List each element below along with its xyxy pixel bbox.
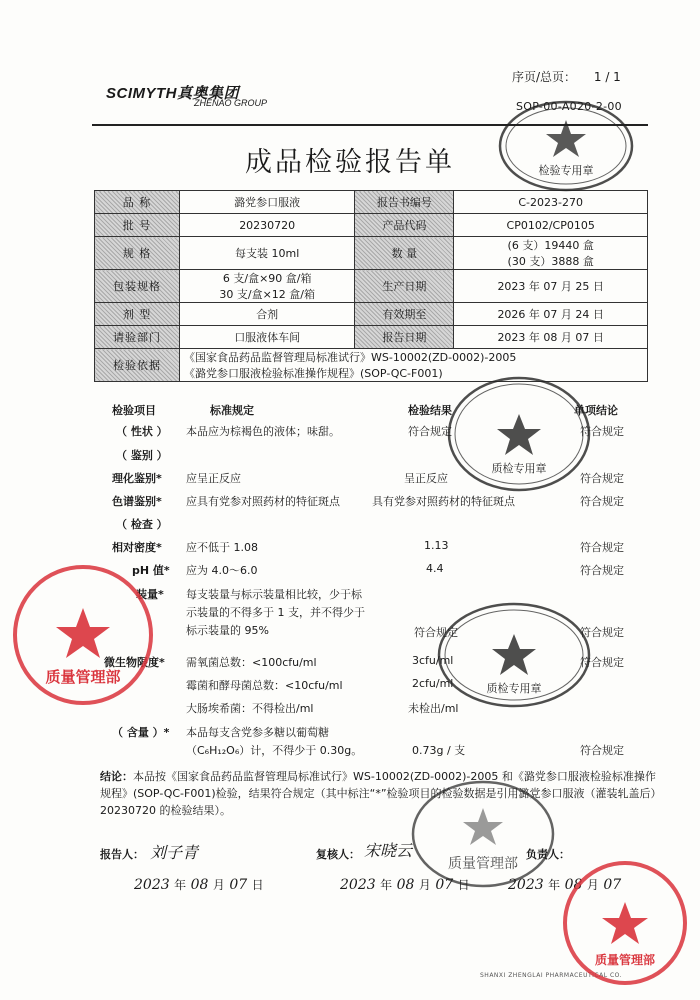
row-ph-standard: 应为 4.0～6.0: [186, 564, 258, 577]
row-sp-result: 具有党参对照药材的特征斑点: [372, 495, 515, 508]
reviewer-date-year: 2023: [340, 877, 376, 893]
row-ph-item: pH 值*: [132, 564, 170, 577]
results-header-standard: 标准规定: [210, 404, 254, 417]
row-sp-standard: 应具有党参对照药材的特征斑点: [186, 495, 340, 508]
stamp-lower-black-center: 质检专用章: [486, 682, 542, 695]
name-value: 潞党参口服液: [180, 191, 355, 214]
row-ph-conclusion: 符合规定: [580, 564, 624, 577]
info-table: [94, 190, 648, 382]
reviewer-date-ri: 日: [457, 878, 470, 892]
row-sp-item: 色谱鉴别*: [112, 495, 162, 508]
row-jc-item: （ 检查 ）: [116, 518, 168, 531]
row-ws-result-3: 未检出/ml: [408, 702, 459, 715]
row-zl-result: 符合规定: [414, 626, 458, 639]
row-lh-standard: 应呈正反应: [186, 472, 241, 485]
row-xz-standard: 本品应为棕褐色的液体；味甜。: [186, 425, 340, 438]
basis-value-2: 《潞党参口服液检验标准操作规程》(SOP-QC-F001): [184, 367, 443, 380]
code-value: CP0102/CP0105: [454, 214, 648, 237]
report-date-value: 2023 年 08 月 07 日: [454, 326, 648, 349]
reviewer-date-yue: 月: [418, 878, 431, 892]
conclusion-block: [100, 768, 660, 819]
batch-value: 20230720: [180, 214, 355, 237]
reviewer-label: 复核人：: [316, 848, 360, 861]
row-ws-standard-3: 大肠埃希菌：不得检出/ml: [186, 702, 314, 715]
page-number-label: 序页/总页：: [512, 70, 577, 84]
name-label: 品 称: [95, 191, 180, 214]
dept-value: 口服液体车间: [180, 326, 355, 349]
exp-label: 有效期至: [355, 303, 454, 326]
stamp-mid-black-center: 质检专用章: [491, 462, 547, 475]
row-hl-standard-2: （C₆H₁₂O₆）计，不得少于 0.30g。: [186, 744, 363, 757]
pack-value: [180, 270, 355, 303]
row-hl-conclusion: 符合规定: [580, 744, 624, 757]
reporter-date-ri: 日: [251, 878, 264, 892]
row-md-standard: 应不低于 1.08: [186, 541, 258, 554]
row-ws-result-2: 2cfu/ml: [412, 677, 454, 690]
qty-label: 数 量: [355, 237, 454, 270]
basis-label: 检验依据: [95, 349, 180, 382]
row-zl-conclusion: 符合规定: [580, 626, 624, 639]
approver-label: 负责人：: [526, 848, 570, 861]
row-ph-result: 4.4: [426, 562, 444, 575]
row-hl-standard-1: 本品每支含党参多糖以葡萄糖: [186, 726, 329, 739]
reporter-date-year: 2023: [134, 877, 170, 893]
report-date-label: 报告日期: [355, 326, 454, 349]
results-header-item: 检验项目: [112, 404, 156, 417]
pack-label: 包装规格: [95, 270, 180, 303]
stamp-left-red: [8, 560, 158, 710]
logo-text: SCIMYTH真奥集团: [106, 85, 240, 102]
footer-company: SHANXI ZHENGLAI PHARMACEUTICAL CO.: [480, 972, 623, 979]
row-sp-conclusion: 符合规定: [580, 495, 624, 508]
row-ws-conclusion: 符合规定: [580, 656, 624, 669]
pack-value-2: 30 支/盒×12 盒/箱: [219, 288, 315, 301]
form-value: 合剂: [180, 303, 355, 326]
reporter-signature: 刘子青: [150, 843, 199, 862]
mfg-label: 生产日期: [355, 270, 454, 303]
stamp-bottom-black-center: 质量管理部: [448, 856, 518, 872]
stamp-bottom-red: [560, 858, 690, 988]
approver-date-yue: 月: [586, 878, 599, 892]
reviewer-date-day: 07: [435, 877, 454, 893]
mfg-value: 2023 年 07 月 25 日: [454, 270, 648, 303]
reviewer-signature: 宋晓云: [364, 841, 413, 860]
approver-date-nian: 年: [548, 878, 561, 892]
approver-date-year: 2023: [508, 877, 544, 893]
reviewer-date-month: 08: [396, 877, 415, 893]
conclusion-text: 本品按《国家食品药品监督管理局标准试行》WS-10002(ZD-0002)-2005 和《潞党参口服液检验标准操作规程》(SOP-QC-F001)检验，结果符合规定（其中标注“*”检验项目的检验数据是引用潞党参口服液（灌装轧盖后）20230720 的检验结果）。: [100, 770, 657, 817]
page-title: 成品检验报告单: [245, 147, 455, 178]
row-zl-standard-1: 每支装量与标示装量相比较，少于标: [186, 588, 362, 601]
stamp-bottom-red-center: 质量管理部: [594, 953, 656, 967]
row-jb-item: （ 鉴别 ）: [116, 449, 168, 462]
exp-value: 2026 年 07 月 24 日: [454, 303, 648, 326]
code-label: 产品代码: [355, 214, 454, 237]
row-md-result: 1.13: [424, 539, 449, 552]
row-hl-result: 0.73g / 支: [412, 744, 466, 757]
row-md-conclusion: 符合规定: [580, 541, 624, 554]
report-no-label: 报告书编号: [355, 191, 454, 214]
qty-value: [454, 237, 648, 270]
results-header-result: 检验结果: [408, 404, 452, 417]
row-ws-result-1: 3cfu/ml: [412, 654, 454, 667]
reporter-label: 报告人：: [100, 848, 144, 861]
row-ws-standard-1: 需氧菌总数：<100cfu/ml: [186, 656, 317, 669]
qty-value-1: (6 支）19440 盒: [507, 239, 594, 252]
batch-label: 批 号: [95, 214, 180, 237]
conclusion-label: 结论：: [100, 770, 133, 783]
stamp-lower-black: [434, 600, 594, 710]
row-xz-result: 符合规定: [408, 425, 452, 438]
stamp-mid-black: [444, 374, 594, 494]
stamp-top-black-center: 检验专用章: [538, 164, 594, 177]
row-xz-item: （ 性状 ）: [116, 425, 168, 438]
reporter-date-month: 08: [190, 877, 209, 893]
row-zl-item: 装量*: [136, 588, 164, 601]
dept-label: 请验部门: [95, 326, 180, 349]
results-header-conclusion: 单项结论: [574, 404, 618, 417]
form-label: 剂 型: [95, 303, 180, 326]
row-hl-item: （ 含量 ）*: [112, 726, 170, 739]
reporter-date-nian: 年: [174, 878, 187, 892]
row-lh-result: 呈正反应: [404, 472, 448, 485]
spec-label: 规 格: [95, 237, 180, 270]
stamp-bottom-black: [408, 778, 561, 892]
reporter-date-yue: 月: [212, 878, 225, 892]
stamp-top-black: [496, 98, 636, 194]
stamp-left-red-center: 质量管理部: [45, 668, 121, 686]
approver-date-month: 08: [564, 877, 583, 893]
reviewer-date-nian: 年: [380, 878, 393, 892]
logo-subtext: ZHENAO GROUP: [194, 98, 268, 108]
row-zl-standard-2: 示装量的不得多于 1 支，并不得少于: [186, 606, 365, 619]
row-zl-standard-3: 标示装量的 95%: [186, 624, 269, 637]
row-xz-conclusion: 符合规定: [580, 425, 624, 438]
row-ws-standard-2: 霉菌和酵母菌总数：<10cfu/ml: [186, 679, 343, 692]
report-no-value: C-2023-270: [454, 191, 648, 214]
pack-value-1: 6 支/盒×90 盒/箱: [222, 272, 312, 285]
document-code: SOP-00-A020-2-00: [516, 100, 622, 113]
reporter-date-day: 07: [229, 877, 248, 893]
row-lh-conclusion: 符合规定: [580, 472, 624, 485]
spec-value: 每支装 10ml: [180, 237, 355, 270]
approver-date-day: 07: [603, 877, 622, 893]
page-number-value: 1 / 1: [593, 70, 621, 84]
page-number: [512, 68, 621, 85]
row-ws-item: 微生物限度*: [104, 656, 165, 669]
reporter-date: [134, 876, 264, 893]
basis-value-1: 《国家食品药品监督管理局标准试行》WS-10002(ZD-0002)-2005: [184, 351, 517, 364]
row-md-item: 相对密度*: [112, 541, 162, 554]
company-logo: [106, 82, 268, 108]
qty-value-2: (30 支）3888 盒: [507, 255, 594, 268]
row-lh-item: 理化鉴别*: [112, 472, 162, 485]
